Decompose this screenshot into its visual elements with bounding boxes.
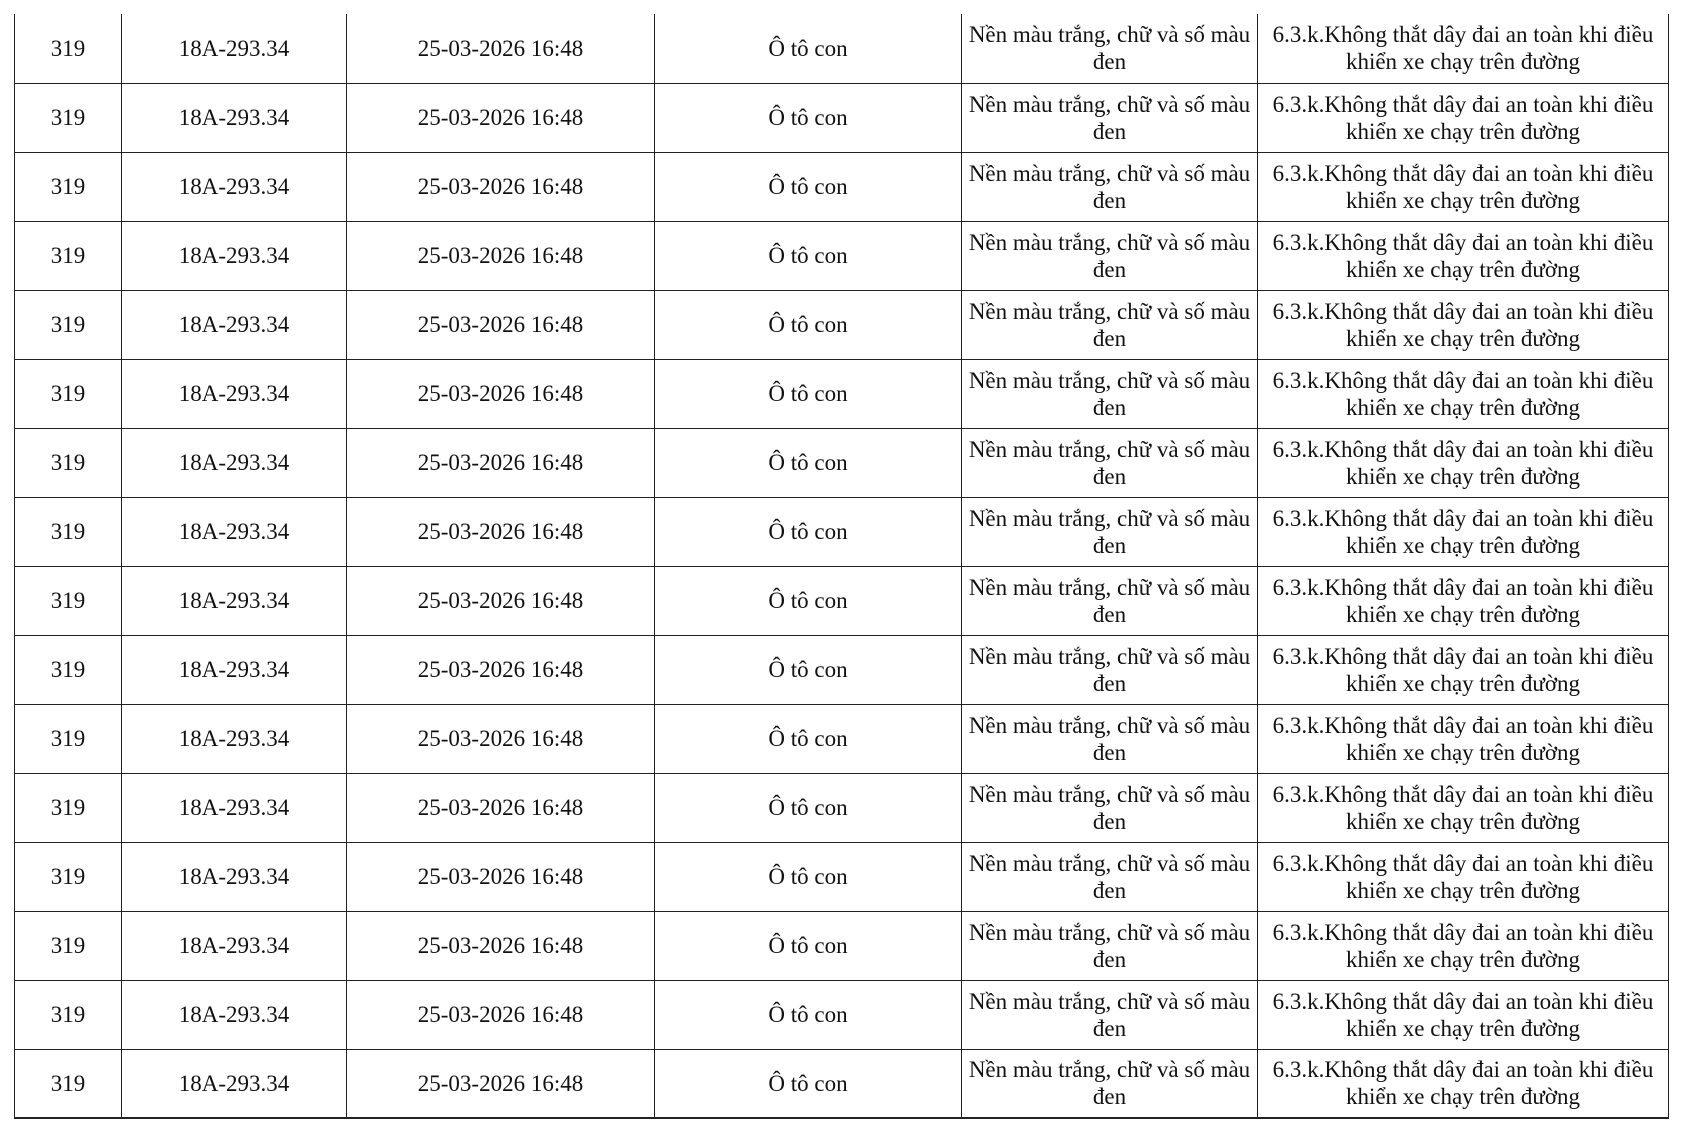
plate-color-cell: Nền màu trắng, chữ và số màu đen — [962, 290, 1258, 359]
row-number-cell: 319 — [15, 152, 122, 221]
license-plate-cell: 18A-293.34 — [122, 221, 347, 290]
license-plate-cell: 18A-293.34 — [122, 566, 347, 635]
license-plate-cell: 18A-293.34 — [122, 635, 347, 704]
row-number-cell: 319 — [15, 635, 122, 704]
plate-color-cell: Nền màu trắng, chữ và số màu đen — [962, 221, 1258, 290]
table-row — [15, 911, 1669, 980]
row-number-cell: 319 — [15, 497, 122, 566]
vehicle-type-cell: Ô tô con — [655, 290, 962, 359]
plate-color-cell: Nền màu trắng, chữ và số màu đen — [962, 704, 1258, 773]
violation-description-cell: 6.3.k.Không thắt dây đai an toàn khi điều khiển xe chạy trên đường — [1258, 428, 1669, 497]
violation-description-cell: 6.3.k.Không thắt dây đai an toàn khi điều khiển xe chạy trên đường — [1258, 221, 1669, 290]
table-row — [15, 290, 1669, 359]
violation-time-cell: 25-03-2026 16:48 — [347, 290, 655, 359]
vehicle-type-cell: Ô tô con — [655, 428, 962, 497]
table-row — [15, 842, 1669, 911]
violation-time-cell: 25-03-2026 16:48 — [347, 359, 655, 428]
plate-color-cell: Nền màu trắng, chữ và số màu đen — [962, 566, 1258, 635]
plate-color-cell: Nền màu trắng, chữ và số màu đen — [962, 773, 1258, 842]
plate-color-cell: Nền màu trắng, chữ và số màu đen — [962, 14, 1258, 83]
vehicle-type-cell: Ô tô con — [655, 221, 962, 290]
row-number-cell: 319 — [15, 773, 122, 842]
plate-color-cell: Nền màu trắng, chữ và số màu đen — [962, 911, 1258, 980]
vehicle-type-cell: Ô tô con — [655, 359, 962, 428]
row-number-cell: 319 — [15, 704, 122, 773]
violation-time-cell: 25-03-2026 16:48 — [347, 152, 655, 221]
table-row — [15, 14, 1669, 83]
table-row — [15, 221, 1669, 290]
violation-time-cell: 25-03-2026 16:48 — [347, 704, 655, 773]
violation-time-cell: 25-03-2026 16:48 — [347, 773, 655, 842]
violation-description-cell: 6.3.k.Không thắt dây đai an toàn khi điều khiển xe chạy trên đường — [1258, 83, 1669, 152]
plate-color-cell: Nền màu trắng, chữ và số màu đen — [962, 428, 1258, 497]
row-number-cell: 319 — [15, 980, 122, 1049]
vehicle-type-cell: Ô tô con — [655, 911, 962, 980]
vehicle-type-cell: Ô tô con — [655, 1049, 962, 1118]
table-row — [15, 635, 1669, 704]
row-number-cell: 319 — [15, 14, 122, 83]
plate-color-cell: Nền màu trắng, chữ và số màu đen — [962, 83, 1258, 152]
row-number-cell: 319 — [15, 83, 122, 152]
violation-description-cell: 6.3.k.Không thắt dây đai an toàn khi điều khiển xe chạy trên đường — [1258, 14, 1669, 83]
row-number-cell: 319 — [15, 911, 122, 980]
violation-time-cell: 25-03-2026 16:48 — [347, 497, 655, 566]
license-plate-cell: 18A-293.34 — [122, 704, 347, 773]
license-plate-cell: 18A-293.34 — [122, 14, 347, 83]
violation-description-cell: 6.3.k.Không thắt dây đai an toàn khi điều khiển xe chạy trên đường — [1258, 842, 1669, 911]
row-number-cell: 319 — [15, 1049, 122, 1118]
violation-description-cell: 6.3.k.Không thắt dây đai an toàn khi điều khiển xe chạy trên đường — [1258, 980, 1669, 1049]
table-row — [15, 83, 1669, 152]
vehicle-type-cell: Ô tô con — [655, 635, 962, 704]
table-row — [15, 980, 1669, 1049]
vehicle-type-cell: Ô tô con — [655, 773, 962, 842]
plate-color-cell: Nền màu trắng, chữ và số màu đen — [962, 359, 1258, 428]
violations-table-body — [15, 14, 1669, 1118]
license-plate-cell: 18A-293.34 — [122, 980, 347, 1049]
plate-color-cell: Nền màu trắng, chữ và số màu đen — [962, 635, 1258, 704]
vehicle-type-cell: Ô tô con — [655, 566, 962, 635]
table-row — [15, 704, 1669, 773]
table-row — [15, 1049, 1669, 1118]
violation-time-cell: 25-03-2026 16:48 — [347, 1049, 655, 1118]
plate-color-cell: Nền màu trắng, chữ và số màu đen — [962, 497, 1258, 566]
vehicle-type-cell: Ô tô con — [655, 14, 962, 83]
table-row — [15, 359, 1669, 428]
table-row — [15, 773, 1669, 842]
vehicle-type-cell: Ô tô con — [655, 152, 962, 221]
violation-time-cell: 25-03-2026 16:48 — [347, 428, 655, 497]
violation-description-cell: 6.3.k.Không thắt dây đai an toàn khi điều khiển xe chạy trên đường — [1258, 566, 1669, 635]
vehicle-type-cell: Ô tô con — [655, 980, 962, 1049]
violation-description-cell: 6.3.k.Không thắt dây đai an toàn khi điều khiển xe chạy trên đường — [1258, 290, 1669, 359]
violation-description-cell: 6.3.k.Không thắt dây đai an toàn khi điều khiển xe chạy trên đường — [1258, 704, 1669, 773]
violation-time-cell: 25-03-2026 16:48 — [347, 14, 655, 83]
license-plate-cell: 18A-293.34 — [122, 842, 347, 911]
violation-description-cell: 6.3.k.Không thắt dây đai an toàn khi điều khiển xe chạy trên đường — [1258, 497, 1669, 566]
license-plate-cell: 18A-293.34 — [122, 152, 347, 221]
license-plate-cell: 18A-293.34 — [122, 359, 347, 428]
plate-color-cell: Nền màu trắng, chữ và số màu đen — [962, 152, 1258, 221]
violation-time-cell: 25-03-2026 16:48 — [347, 980, 655, 1049]
table-row — [15, 497, 1669, 566]
license-plate-cell: 18A-293.34 — [122, 497, 347, 566]
violation-time-cell: 25-03-2026 16:48 — [347, 221, 655, 290]
violation-description-cell: 6.3.k.Không thắt dây đai an toàn khi điều khiển xe chạy trên đường — [1258, 773, 1669, 842]
violation-time-cell: 25-03-2026 16:48 — [347, 911, 655, 980]
row-number-cell: 319 — [15, 566, 122, 635]
violation-description-cell: 6.3.k.Không thắt dây đai an toàn khi điều khiển xe chạy trên đường — [1258, 152, 1669, 221]
table-row — [15, 152, 1669, 221]
violation-time-cell: 25-03-2026 16:48 — [347, 83, 655, 152]
license-plate-cell: 18A-293.34 — [122, 773, 347, 842]
plate-color-cell: Nền màu trắng, chữ và số màu đen — [962, 980, 1258, 1049]
license-plate-cell: 18A-293.34 — [122, 911, 347, 980]
table-row — [15, 428, 1669, 497]
violation-description-cell: 6.3.k.Không thắt dây đai an toàn khi điều khiển xe chạy trên đường — [1258, 1049, 1669, 1118]
row-number-cell: 319 — [15, 428, 122, 497]
violation-description-cell: 6.3.k.Không thắt dây đai an toàn khi điều khiển xe chạy trên đường — [1258, 635, 1669, 704]
row-number-cell: 319 — [15, 221, 122, 290]
row-number-cell: 319 — [15, 842, 122, 911]
license-plate-cell: 18A-293.34 — [122, 290, 347, 359]
vehicle-type-cell: Ô tô con — [655, 83, 962, 152]
plate-color-cell: Nền màu trắng, chữ và số màu đen — [962, 842, 1258, 911]
vehicle-type-cell: Ô tô con — [655, 842, 962, 911]
violation-description-cell: 6.3.k.Không thắt dây đai an toàn khi điều khiển xe chạy trên đường — [1258, 359, 1669, 428]
license-plate-cell: 18A-293.34 — [122, 1049, 347, 1118]
table-row — [15, 566, 1669, 635]
license-plate-cell: 18A-293.34 — [122, 428, 347, 497]
violation-time-cell: 25-03-2026 16:48 — [347, 842, 655, 911]
license-plate-cell: 18A-293.34 — [122, 83, 347, 152]
violation-time-cell: 25-03-2026 16:48 — [347, 566, 655, 635]
vehicle-type-cell: Ô tô con — [655, 704, 962, 773]
row-number-cell: 319 — [15, 290, 122, 359]
row-number-cell: 319 — [15, 359, 122, 428]
violations-table — [14, 14, 1669, 1119]
vehicle-type-cell: Ô tô con — [655, 497, 962, 566]
violation-time-cell: 25-03-2026 16:48 — [347, 635, 655, 704]
violation-description-cell: 6.3.k.Không thắt dây đai an toàn khi điều khiển xe chạy trên đường — [1258, 911, 1669, 980]
plate-color-cell: Nền màu trắng, chữ và số màu đen — [962, 1049, 1258, 1118]
